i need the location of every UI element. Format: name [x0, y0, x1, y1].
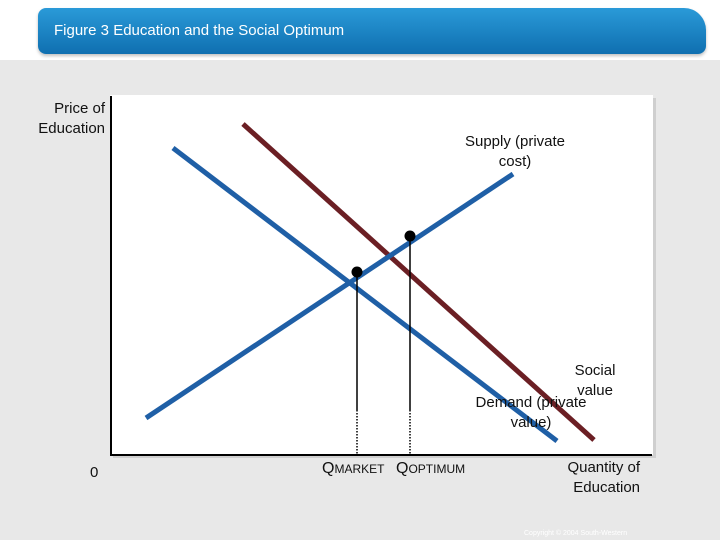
- qmarket-label: [322, 459, 384, 479]
- demand-label: Demand (private value): [475, 394, 587, 431]
- qmarket-q: Q: [322, 460, 335, 477]
- origin-label: 0: [90, 464, 99, 481]
- qmarket-subscript: MARKET: [334, 462, 385, 476]
- supply-label: Supply (private cost): [464, 133, 566, 170]
- slide-title: Figure 3 Education and the Social Optimum: [54, 22, 345, 39]
- social-value-label: Social value: [574, 362, 616, 399]
- copyright-notice: Copyright © 2004 South-Western: [524, 530, 628, 537]
- market-equilibrium-point: [352, 267, 363, 278]
- optimum-equilibrium-point: [405, 231, 416, 242]
- y-axis-label: Price of Education: [38, 100, 105, 137]
- supply-curve: [146, 174, 513, 418]
- qoptimum-q: Q: [396, 460, 409, 477]
- qoptimum-label: [396, 459, 465, 479]
- qoptimum-subscript: OPTIMUM: [408, 462, 466, 476]
- x-axis-label: Quantity of Education: [567, 459, 640, 496]
